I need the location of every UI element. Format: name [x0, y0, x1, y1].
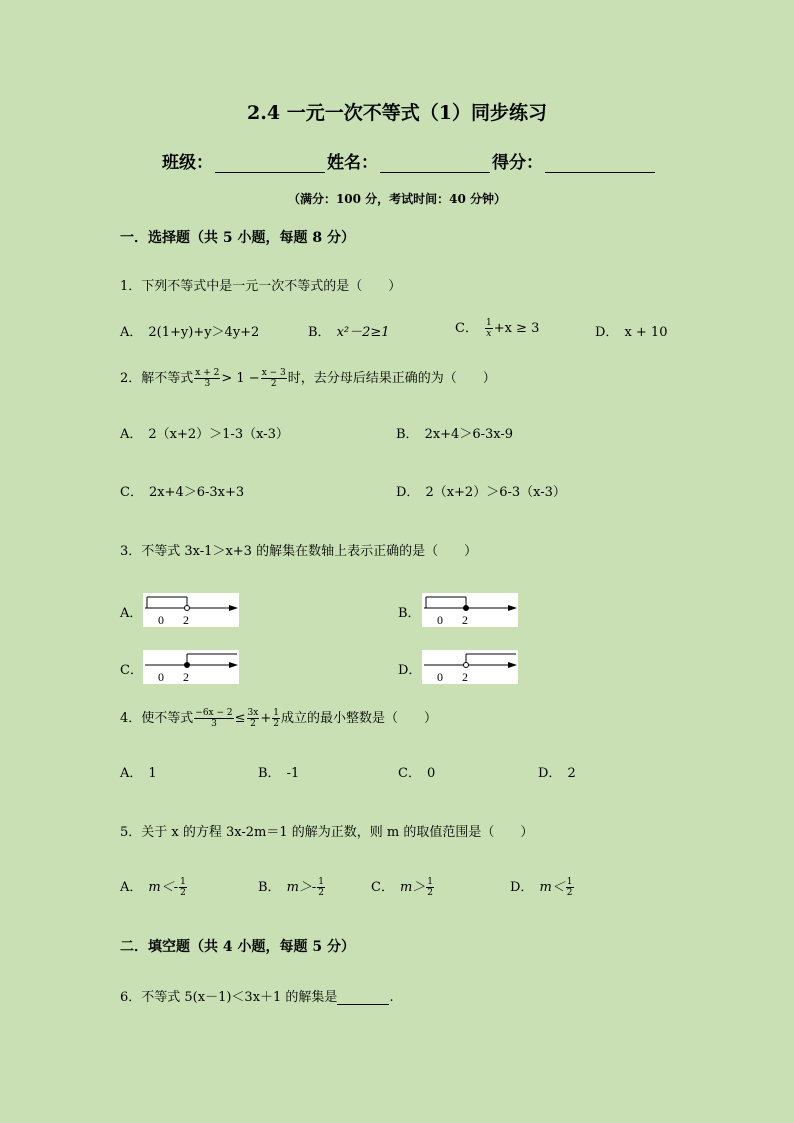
worksheet-title: 2.4 一元一次不等式（1）同步练习 [247, 102, 547, 124]
answer-blank[interactable] [337, 991, 389, 1005]
question-1-stem: 1．下列不等式中是一元一次不等式的是（ ） [120, 279, 402, 294]
fraction: $\frac{1}{x}$ [485, 318, 492, 339]
question-2-option-b[interactable]: B． 2x+4＞6-3x-9 [396, 427, 514, 442]
score-blank[interactable] [545, 154, 655, 173]
exam-note: （满分：100 分，考试时间：40 分钟） [287, 192, 507, 206]
question-5-option-c[interactable]: C． m＞ $\frac{1}{2}$ [371, 877, 434, 898]
fraction: $\frac{1}{2}$ [566, 877, 573, 898]
question-1-option-c[interactable]: C． $\frac{1}{x}$ +x ≥ 3 [455, 318, 540, 339]
number-line-d [422, 650, 518, 684]
student-info-line [162, 148, 657, 173]
question-5-option-b[interactable]: B． m＞- $\frac{1}{2}$ [258, 877, 325, 898]
question-1-option-b[interactable]: B． x²－2≥1 [308, 325, 390, 340]
question-2-option-c[interactable]: C． 2x+4＞6-3x+3 [120, 485, 245, 500]
svg-text:0: 0 [437, 670, 443, 684]
number-line-b [422, 593, 518, 627]
fraction: $\frac{-6x - 2}{3}$ [195, 708, 233, 729]
question-3-stem: 3．不等式 3x-1＞x+3 的解集在数轴上表示正确的是（ ） [120, 544, 478, 559]
question-2-stem: 2．解不等式 $\frac{x + 2}{3}$ > 1 − $\frac{x - 3}{2}$ 时，去分母后结果正确的为（ ） [120, 368, 496, 389]
fraction: $\frac{1}{2}$ [318, 877, 325, 898]
section-fill-heading: 二．填空题（共 4 小题，每题 5 分） [120, 939, 355, 955]
fraction: $\frac{1}{2}$ [180, 877, 186, 898]
fraction: $\frac{x - 3}{2}$ [261, 368, 286, 389]
score-label: 得分： [492, 153, 543, 173]
question-2-option-a[interactable]: A． 2（x+2）＞1-3（x-3） [120, 427, 289, 442]
class-blank[interactable] [215, 154, 325, 173]
question-4-stem: 4．使不等式 $\frac{-6x - 2}{3}$ ≤ $\frac{3x}{2}$ + $\frac{1}{2}$ 成立的最小整数是（ ） [120, 708, 437, 729]
question-4-option-b[interactable]: B． -1 [258, 766, 300, 781]
svg-text:0: 0 [158, 613, 164, 627]
svg-text:2: 2 [462, 613, 468, 627]
fraction: $\frac{x + 2}{3}$ [195, 368, 220, 389]
question-3-option-a[interactable]: A． [120, 606, 143, 621]
question-1-option-d[interactable]: D． x + 10 [595, 325, 668, 340]
svg-text:2: 2 [462, 670, 468, 684]
fraction: $\frac{3x}{2}$ [247, 708, 259, 729]
question-3-option-c[interactable]: C． [120, 663, 143, 678]
number-line-a [143, 593, 239, 627]
question-5-option-a[interactable]: A． m＜- $\frac{1}{2}$ [120, 877, 186, 898]
question-3-option-b[interactable]: B． [398, 606, 421, 621]
question-5-stem: 5．关于 x 的方程 3x-2m＝1 的解为正数，则 m 的取值范围是（ ） [120, 825, 534, 840]
fraction: $\frac{1}{2}$ [427, 877, 434, 898]
question-6-stem: 6．不等式 5(x－1)＜3x＋1 的解集是 . [120, 990, 394, 1005]
question-2-option-d[interactable]: D． 2（x+2）＞6-3（x-3） [396, 485, 566, 500]
number-line-c [143, 650, 239, 684]
question-3-option-d[interactable]: D． [398, 663, 422, 678]
question-1-option-a[interactable]: A． 2(1+y)+y＞4y+2 [120, 325, 260, 340]
svg-text:2: 2 [183, 613, 189, 627]
question-4-option-c[interactable]: C． 0 [398, 766, 436, 781]
fraction: $\frac{1}{2}$ [273, 708, 279, 729]
question-4-option-a[interactable]: A． 1 [120, 766, 157, 781]
svg-text:2: 2 [183, 670, 189, 684]
question-4-option-d[interactable]: D． 2 [538, 766, 576, 781]
section-choice-heading: 一．选择题（共 5 小题，每题 8 分） [120, 230, 355, 246]
svg-text:0: 0 [437, 613, 443, 627]
name-blank[interactable] [380, 154, 490, 173]
name-label: 姓名： [327, 153, 378, 173]
class-label: 班级： [162, 153, 213, 173]
question-5-option-d[interactable]: D． m＜ $\frac{1}{2}$ [510, 877, 573, 898]
svg-text:0: 0 [158, 670, 164, 684]
